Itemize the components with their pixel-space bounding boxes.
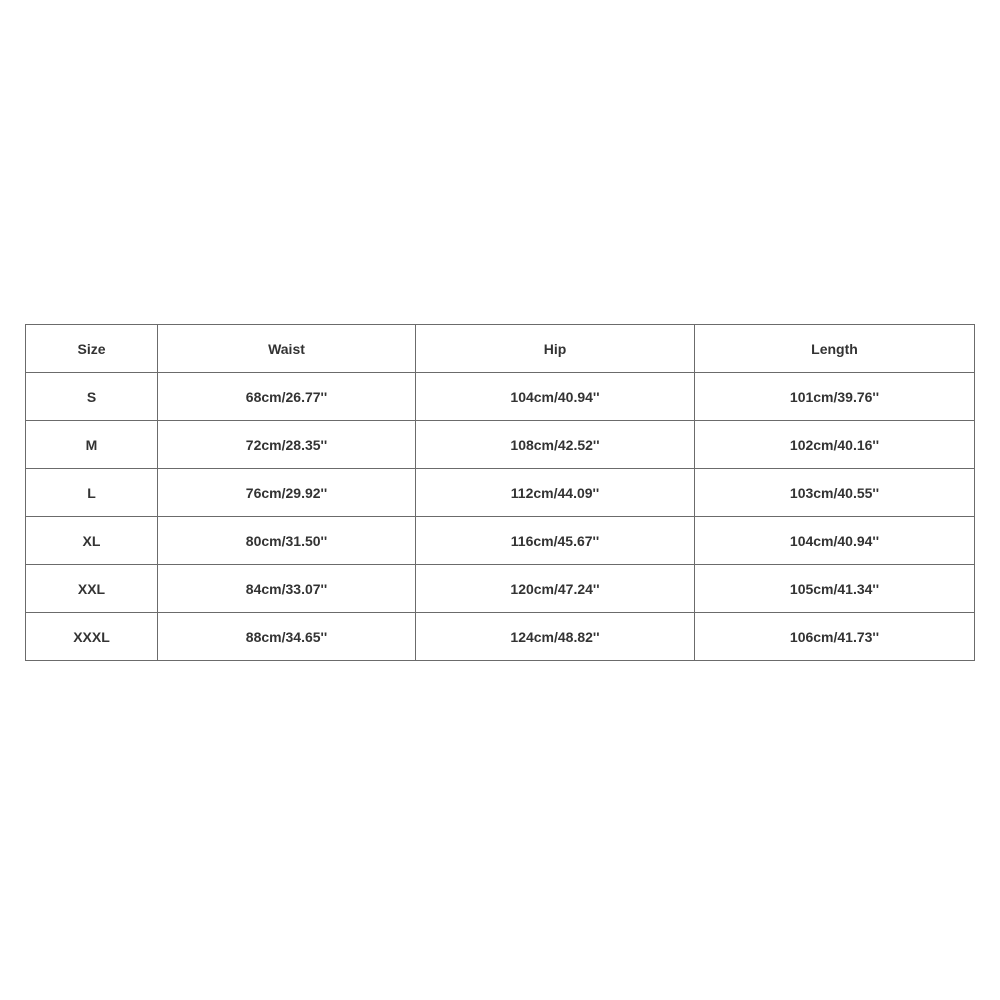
header-size: Size bbox=[26, 325, 158, 373]
header-waist: Waist bbox=[158, 325, 416, 373]
table-row bbox=[26, 373, 975, 421]
cell-size: S bbox=[26, 373, 158, 421]
cell-size: M bbox=[26, 421, 158, 469]
header-hip: Hip bbox=[416, 325, 695, 373]
table-row bbox=[26, 517, 975, 565]
cell-waist: 80cm/31.50'' bbox=[158, 517, 416, 565]
table-row bbox=[26, 469, 975, 517]
cell-hip: 104cm/40.94'' bbox=[416, 373, 695, 421]
cell-length: 106cm/41.73'' bbox=[695, 613, 975, 661]
cell-length: 102cm/40.16'' bbox=[695, 421, 975, 469]
cell-waist: 72cm/28.35'' bbox=[158, 421, 416, 469]
cell-size: L bbox=[26, 469, 158, 517]
cell-hip: 116cm/45.67'' bbox=[416, 517, 695, 565]
table-row bbox=[26, 565, 975, 613]
table-row bbox=[26, 421, 975, 469]
cell-length: 104cm/40.94'' bbox=[695, 517, 975, 565]
header-row bbox=[26, 325, 975, 373]
cell-size: XXL bbox=[26, 565, 158, 613]
table-row bbox=[26, 613, 975, 661]
cell-waist: 88cm/34.65'' bbox=[158, 613, 416, 661]
cell-length: 105cm/41.34'' bbox=[695, 565, 975, 613]
cell-size: XL bbox=[26, 517, 158, 565]
size-chart-table bbox=[25, 324, 975, 661]
header-length: Length bbox=[695, 325, 975, 373]
cell-waist: 68cm/26.77'' bbox=[158, 373, 416, 421]
cell-length: 103cm/40.55'' bbox=[695, 469, 975, 517]
cell-waist: 76cm/29.92'' bbox=[158, 469, 416, 517]
cell-hip: 124cm/48.82'' bbox=[416, 613, 695, 661]
cell-size: XXXL bbox=[26, 613, 158, 661]
cell-hip: 108cm/42.52'' bbox=[416, 421, 695, 469]
cell-length: 101cm/39.76'' bbox=[695, 373, 975, 421]
cell-hip: 120cm/47.24'' bbox=[416, 565, 695, 613]
cell-hip: 112cm/44.09'' bbox=[416, 469, 695, 517]
cell-waist: 84cm/33.07'' bbox=[158, 565, 416, 613]
